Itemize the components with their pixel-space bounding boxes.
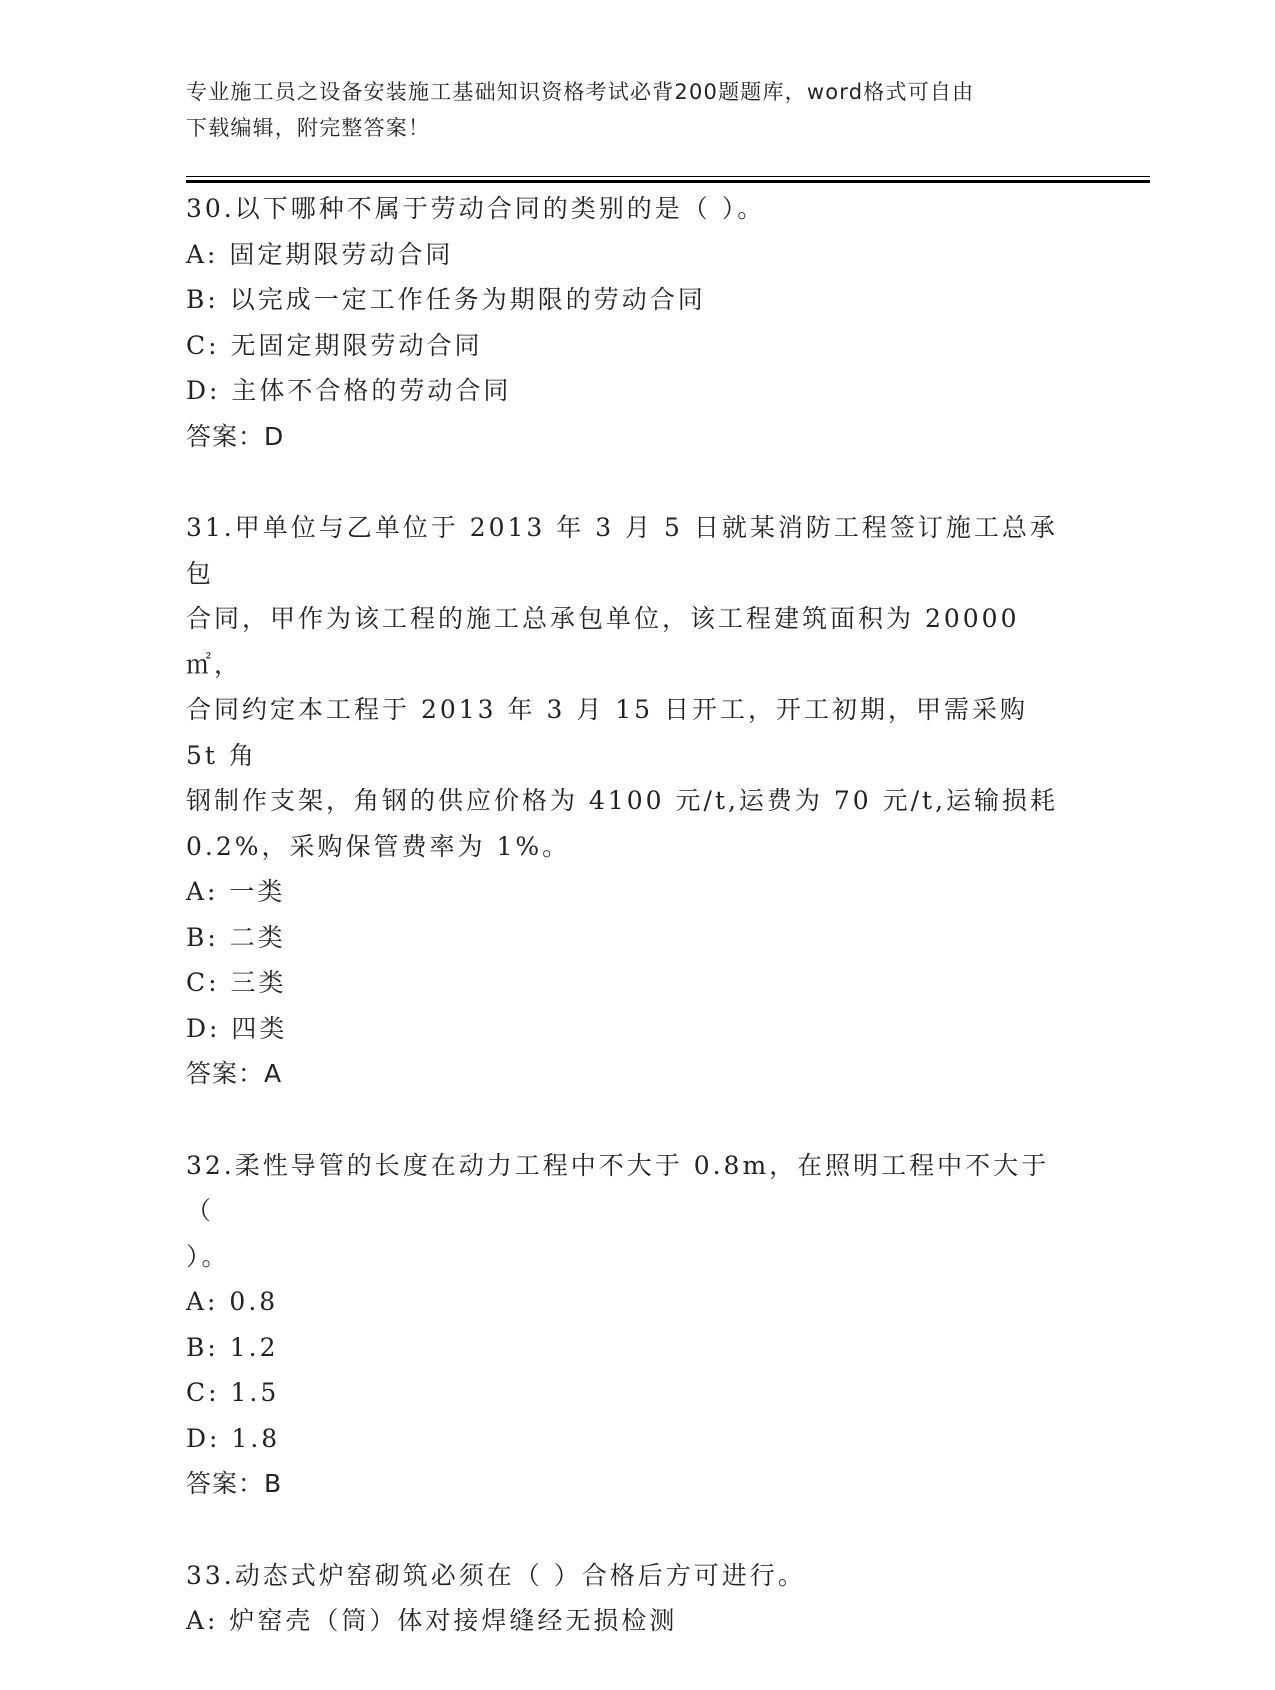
- option-d: D: 1.8: [186, 1423, 281, 1453]
- header-rule-thin: [186, 176, 1150, 177]
- question-stem: 32.柔性导管的长度在动力工程中不大于 0.8m，在照明工程中不大于（: [186, 1150, 1050, 1225]
- option-b: B: 二类: [186, 922, 286, 952]
- answer: 答案：A: [186, 1059, 283, 1088]
- question-32: [186, 1143, 1066, 1507]
- question-33: [186, 1553, 1066, 1644]
- answer: 答案：B: [186, 1469, 283, 1498]
- question-stem: 合同约定本工程于 2013 年 3 月 15 日开工，开工初期，甲需采购 5t 角: [186, 695, 1039, 770]
- document-header: [186, 74, 1056, 146]
- option-c: C: 三类: [186, 968, 287, 997]
- option-b: B: 以完成一定工作任务为期限的劳动合同: [186, 285, 706, 314]
- option-c: C: 无固定期限劳动合同: [186, 330, 483, 360]
- question-stem: 30.以下哪种不属于劳动合同的类别的是（ ）。: [186, 194, 766, 223]
- question-stem: 31.甲单位与乙单位于 2013 年 3 月 5 日就某消防工程签订施工总承包: [186, 513, 1058, 588]
- answer: 答案：D: [186, 421, 285, 451]
- header-rule-thick: [186, 180, 1150, 183]
- option-d: D: 四类: [186, 1013, 288, 1043]
- question-30: [186, 186, 1066, 459]
- question-list: [186, 186, 1066, 1690]
- header-line-1: 专业施工员之设备安装施工基础知识资格考试必背200题题库，word格式可自由: [186, 80, 975, 104]
- option-d: D: 主体不合格的劳动合同: [186, 376, 512, 405]
- question-stem: 33.动态式炉窑砌筑必须在（ ）合格后方可进行。: [186, 1560, 806, 1590]
- question-31: [186, 505, 1066, 1097]
- option-a: A: 一类: [186, 877, 286, 906]
- option-c: C: 1.5: [186, 1378, 280, 1407]
- option-a: A: 0.8: [186, 1287, 279, 1316]
- option-b: B: 1.2: [186, 1332, 279, 1362]
- question-stem: 0.2%，采购保管费率为 1%。: [186, 831, 571, 861]
- question-stem: 合同，甲作为该工程的施工总承包单位，该工程建筑面积为 20000㎡，: [186, 604, 1020, 679]
- question-stem: ）。: [186, 1241, 230, 1271]
- option-a: A: 固定期限劳动合同: [186, 239, 454, 269]
- option-a: A: 炉窑壳（筒）体对接焊缝经无损检测: [186, 1606, 678, 1635]
- question-stem: 钢制作支架，角钢的供应价格为 4100 元/t,运费为 70 元/t,运输损耗: [186, 786, 1059, 815]
- header-line-2: 下载编辑，附完整答案！: [186, 116, 431, 140]
